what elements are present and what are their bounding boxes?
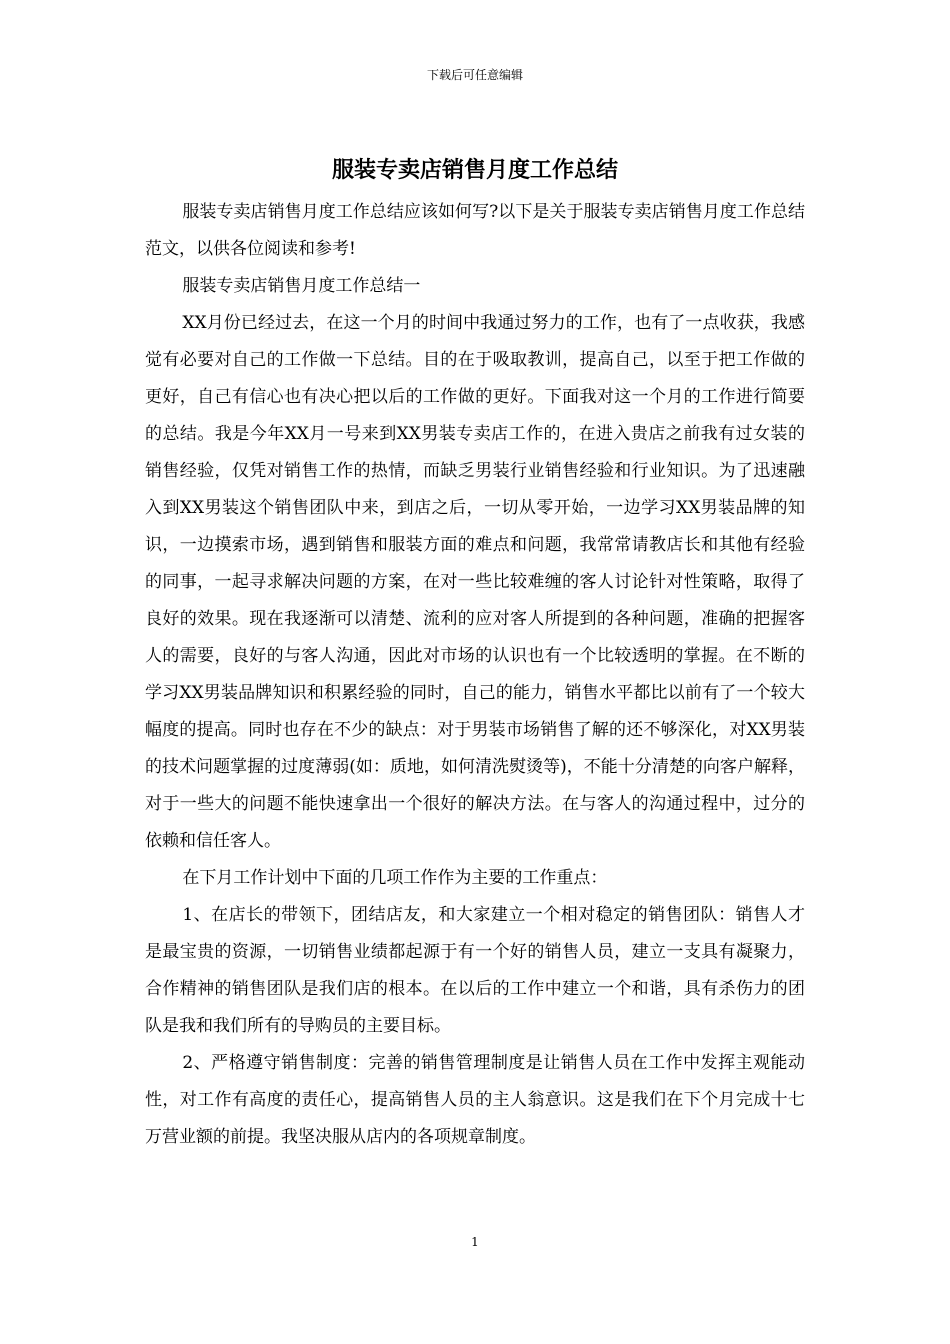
- paragraph-section-heading: 服装专卖店销售月度工作总结一: [182, 276, 421, 296]
- paragraph-plan-item-1: 1、在店长的带领下，团结店友，和大家建立一个相对稳定的销售团队：销售人才是最宝贵的资源，一切销售业绩都起源于有一个好的销售人员，建立一支具有凝聚力，合作精神的销售团队是我们店的根本。在以后的工作中建立一个和谐，具有杀伤力的团队是我和我们所有的导购员的主要目标。: [145, 905, 805, 1036]
- paragraph-plan-intro: 在下月工作计划中下面的几项工作作为主要的工作重点：: [182, 868, 608, 888]
- page-number: 1: [471, 1235, 479, 1249]
- document-body: [145, 194, 805, 1156]
- header-note: 下载后可任意编辑: [426, 68, 523, 82]
- paragraph-summary: XX月份已经过去，在这一个月的时间中我通过努力的工作，也有了一点收获，我感觉有必要对自己的工作做一下总结。目的在于吸取教训，提高自己，以至于把工作做的更好，自己有信心也有决心把以后的工作做的更好。下面我对这一个月的工作进行简要的总结。我是今年XX月一号来到XX男装专卖店工作的，在进入贵店之前我有过女装的销售经验，仅凭对销售工作的热情，而缺乏男装行业销售经验和行业知识。为了迅速融入到XX男装这个销售团队中来，到店之后，一切从零开始，一边学习XX男装品牌的知识，一边摸索市场，遇到销售和服装方面的难点和问题，我常常请教店长和其他有经验的同事，一起寻求解决问题的方案，在对一些比较难缠的客人讨论针对性策略，取得了良好的效果。现在我逐渐可以清楚、流利的应对客人所提到的各种问题，准确的把握客人的需要，良好的与客人沟通，因此对市场的认识也有一个比较透明的掌握。在不断的学习XX男装品牌知识和积累经验的同时，自己的能力，销售水平都比以前有了一个较大幅度的提高。同时也存在不少的缺点：对于男装市场销售了解的还不够深化，对XX男装的技术问题掌握的过度薄弱(如：质地，如何清洗熨烫等)，不能十分清楚的向客户解释，对于一些大的问题不能快速拿出一个很好的解决方法。在与客人的沟通过程中，过分的依赖和信任客人。: [145, 313, 805, 851]
- paragraph-intro: 服装专卖店销售月度工作总结应该如何写?以下是关于服装专卖店销售月度工作总结范文，以供各位阅读和参考!: [145, 202, 805, 259]
- paragraph-plan-item-2: 2、严格遵守销售制度：完善的销售管理制度是让销售人员在工作中发挥主观能动性，对工作有高度的责任心，提高销售人员的主人翁意识。这是我们在下个月完成十七万营业额的前提。我坚决服从店内的各项规章制度。: [145, 1053, 805, 1147]
- document-title: 服装专卖店销售月度工作总结: [331, 157, 618, 183]
